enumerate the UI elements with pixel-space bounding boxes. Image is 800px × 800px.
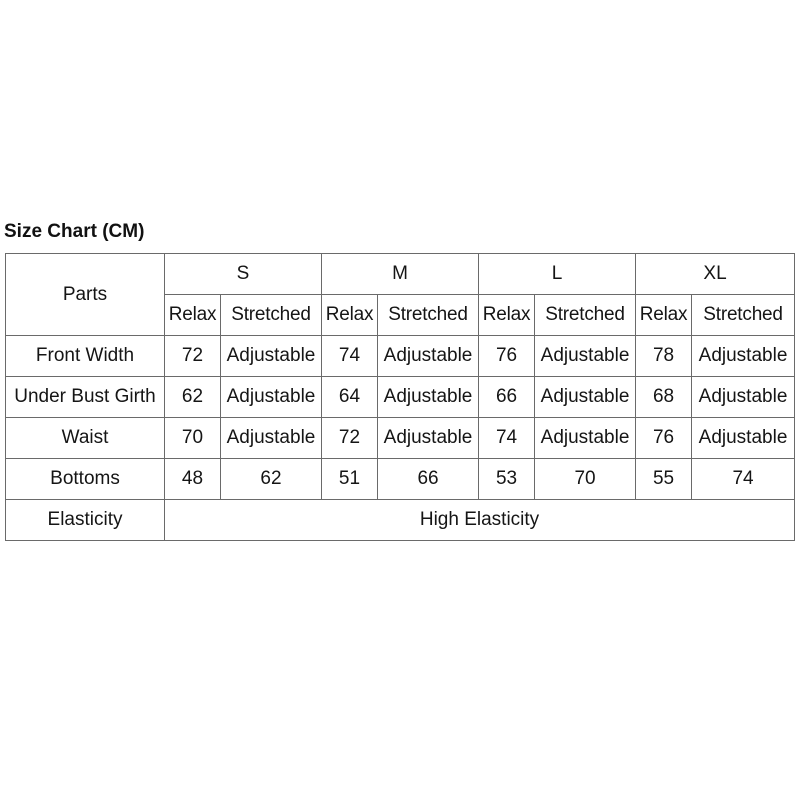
relax-header: Relax — [636, 295, 692, 336]
relax-header: Relax — [322, 295, 378, 336]
relax-header: Relax — [479, 295, 535, 336]
part-label: Waist — [6, 418, 165, 459]
table-cell: 62 — [221, 459, 322, 500]
table-cell: Adjustable — [535, 377, 636, 418]
stretched-header: Stretched — [221, 295, 322, 336]
table-cell: Adjustable — [535, 418, 636, 459]
table-cell: 53 — [479, 459, 535, 500]
table-cell: 76 — [479, 336, 535, 377]
table-cell: Adjustable — [378, 377, 479, 418]
table-cell: 62 — [165, 377, 221, 418]
table-cell: 78 — [636, 336, 692, 377]
chart-title: Size Chart (CM) — [4, 221, 145, 242]
size-header-l: L — [479, 254, 636, 295]
table-cell: 70 — [165, 418, 221, 459]
size-header-xl: XL — [636, 254, 795, 295]
table-cell: Adjustable — [692, 377, 795, 418]
table-cell: 72 — [165, 336, 221, 377]
elasticity-label: Elasticity — [6, 500, 165, 541]
table-cell: 66 — [378, 459, 479, 500]
table-cell: 74 — [322, 336, 378, 377]
table-cell: 51 — [322, 459, 378, 500]
table-cell: Adjustable — [692, 418, 795, 459]
stretched-header: Stretched — [378, 295, 479, 336]
part-label: Under Bust Girth — [6, 377, 165, 418]
size-header-row — [6, 254, 795, 295]
size-header-m: M — [322, 254, 479, 295]
table-row — [6, 459, 795, 500]
table-cell: 72 — [322, 418, 378, 459]
relax-header: Relax — [165, 295, 221, 336]
table-cell: 48 — [165, 459, 221, 500]
part-label: Front Width — [6, 336, 165, 377]
parts-header: Parts — [6, 254, 165, 336]
table-cell: Adjustable — [221, 418, 322, 459]
size-chart-table — [5, 253, 795, 541]
table-cell: Adjustable — [378, 418, 479, 459]
table-cell: 66 — [479, 377, 535, 418]
table-cell: Adjustable — [378, 336, 479, 377]
table-row — [6, 418, 795, 459]
elasticity-row — [6, 500, 795, 541]
part-label: Bottoms — [6, 459, 165, 500]
table-cell: Adjustable — [692, 336, 795, 377]
table-row — [6, 377, 795, 418]
table-cell: 55 — [636, 459, 692, 500]
table-cell: 68 — [636, 377, 692, 418]
table-row — [6, 336, 795, 377]
table-cell: 76 — [636, 418, 692, 459]
table-cell: Adjustable — [535, 336, 636, 377]
table-cell: Adjustable — [221, 377, 322, 418]
size-header-s: S — [165, 254, 322, 295]
table-cell: Adjustable — [221, 336, 322, 377]
stretched-header: Stretched — [692, 295, 795, 336]
table-cell: 74 — [692, 459, 795, 500]
table-cell: 74 — [479, 418, 535, 459]
table-cell: 64 — [322, 377, 378, 418]
stretched-header: Stretched — [535, 295, 636, 336]
table-cell: 70 — [535, 459, 636, 500]
elasticity-value: High Elasticity — [165, 500, 795, 541]
